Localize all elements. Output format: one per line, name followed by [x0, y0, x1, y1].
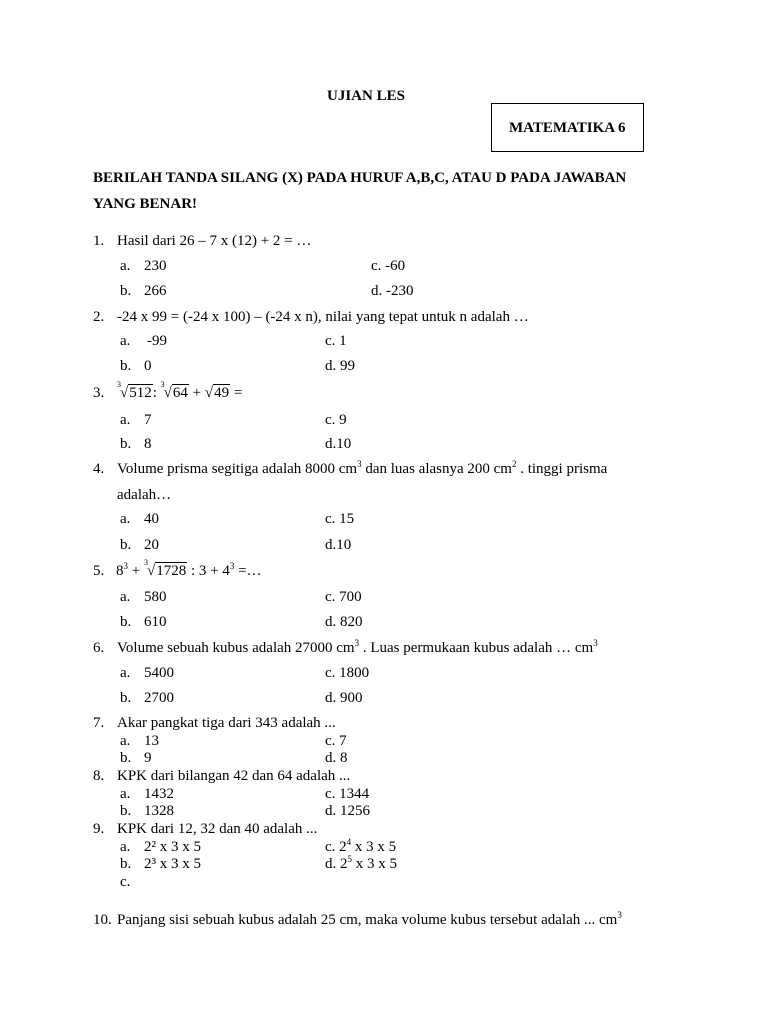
q9-text: KPK dari 12, 32 dan 40 adalah ... [117, 821, 318, 837]
q1-text: Hasil dari 26 – 7 x (12) + 2 = … [117, 233, 312, 249]
q4-option-c: c. 15 [325, 511, 355, 527]
q1-number: 1. [93, 233, 105, 249]
q2-option-a-letter: a. [120, 333, 131, 349]
q3-option-b-letter: b. [120, 436, 132, 452]
instruction-line-2: YANG BENAR! [93, 196, 198, 212]
q7-option-d: d. 8 [325, 750, 348, 766]
q9-option-c-empty: c. [120, 874, 131, 890]
q5-option-d: d. 820 [325, 614, 363, 630]
q2-text: -24 x 99 = (-24 x 100) – (-24 x n), nilai yang tepat untuk n adalah … [117, 309, 529, 325]
q4-text: Volume prisma segitiga adalah 8000 $cm^3$ dan luas alasnya 200 $cm^2$ . tinggi prisma [117, 459, 608, 477]
q6-text: Volume sebuah kubus adalah 27000 $cm^3$ . Luas permukaan kubus adalah … $cm^3$ [117, 638, 598, 656]
q1-option-b: 266 [144, 283, 167, 299]
q4-option-d: d.10 [325, 537, 352, 553]
q8-option-a: 1432 [144, 786, 174, 802]
q6-option-d: d. 900 [325, 690, 363, 706]
q3-square-root: √49 [204, 385, 230, 401]
q9-option-a: 2² x 3 x 5 [144, 839, 201, 855]
q9-option-d: d. $2^5$ x 3 x 5 [325, 854, 397, 872]
q5-option-a: 580 [144, 589, 167, 605]
q8-text: KPK dari bilangan 42 dan 64 adalah ... [117, 768, 351, 784]
q9-number: 9. [93, 821, 105, 837]
q3-number: 3. [93, 385, 105, 401]
q3-option-c: c. 9 [325, 412, 347, 428]
q9-option-b-letter: b. [120, 856, 132, 872]
q9-option-a-letter: a. [120, 839, 131, 855]
q2-option-b-letter: b. [120, 358, 132, 374]
q2-option-a: -99 [147, 333, 167, 349]
q6-option-b: 2700 [144, 690, 174, 706]
q5-option-c: c. 700 [325, 589, 362, 605]
q6-option-a: 5400 [144, 665, 174, 681]
q8-option-c: c. 1344 [325, 786, 370, 802]
q1-option-d: d. -230 [371, 283, 414, 299]
q6-option-b-letter: b. [120, 690, 132, 706]
q7-option-c: c. 7 [325, 733, 347, 749]
q4-number: 4. [93, 461, 105, 477]
q6-option-a-letter: a. [120, 665, 131, 681]
q3-option-a-letter: a. [120, 412, 131, 428]
subject-label: MATEMATIKA 6 [509, 120, 626, 136]
q6-option-c: c. 1800 [325, 665, 370, 681]
q9-option-c: c. $2^4$ x 3 x 5 [325, 837, 397, 855]
q2-option-d: d. 99 [325, 358, 355, 374]
q3-cube-root-1: 3 √512 [117, 380, 152, 401]
q5-option-b: 610 [144, 614, 167, 630]
q1-option-a: 230 [144, 258, 167, 274]
q9-option-b: 2³ x 3 x 5 [144, 856, 201, 872]
q5-number: 5. [93, 563, 105, 579]
q7-number: 7. [93, 715, 105, 731]
q10-text: Panjang sisi sebuah kubus adalah 25 cm, maka volume kubus tersebut adalah ... $cm^3$ [117, 910, 622, 928]
q3-option-a: 7 [144, 412, 152, 428]
instruction-line-1: BERILAH TANDA SILANG (X) PADA HURUF A,B,C, ATAU D PADA JAWABAN [93, 170, 627, 186]
q5-cube-root: 3 √1728 [143, 558, 187, 579]
q7-option-a: 13 [144, 733, 159, 749]
q7-option-b: 9 [144, 750, 152, 766]
q1-option-b-letter: b. [120, 283, 132, 299]
q6-number: 6. [93, 640, 105, 656]
q3-option-b: 8 [144, 436, 152, 452]
q8-option-d: d. 1256 [325, 803, 370, 819]
subject-box [491, 103, 644, 152]
q2-option-c: c. 1 [325, 333, 347, 349]
exam-title: UJIAN LES [327, 88, 405, 104]
q3-expression: 3 √512: 3 √64 + √49 = [117, 380, 243, 401]
q8-number: 8. [93, 768, 105, 784]
q2-number: 2. [93, 309, 105, 325]
q5-expression: $8^3$ + 3 √1728 : $3 + 4^3$ =… [116, 558, 262, 579]
q8-option-b: 1328 [144, 803, 174, 819]
q1-option-c: c. -60 [371, 258, 406, 274]
q8-option-b-letter: b. [120, 803, 132, 819]
q1-option-a-letter: a. [120, 258, 131, 274]
q4-text-line-2: adalah… [117, 487, 172, 503]
q7-text: Akar pangkat tiga dari 343 adalah ... [117, 715, 336, 731]
q8-option-a-letter: a. [120, 786, 131, 802]
q10-number: 10. [93, 912, 112, 928]
q4-option-a-letter: a. [120, 511, 131, 527]
q2-option-b: 0 [144, 358, 152, 374]
q3-option-d: d.10 [325, 436, 352, 452]
q3-cube-root-2: 3 √64 [160, 380, 188, 401]
q4-option-a: 40 [144, 511, 159, 527]
q4-option-b-letter: b. [120, 537, 132, 553]
q7-option-b-letter: b. [120, 750, 132, 766]
q5-option-b-letter: b. [120, 614, 132, 630]
q5-option-a-letter: a. [120, 589, 131, 605]
q7-option-a-letter: a. [120, 733, 131, 749]
q4-option-b: 20 [144, 537, 159, 553]
